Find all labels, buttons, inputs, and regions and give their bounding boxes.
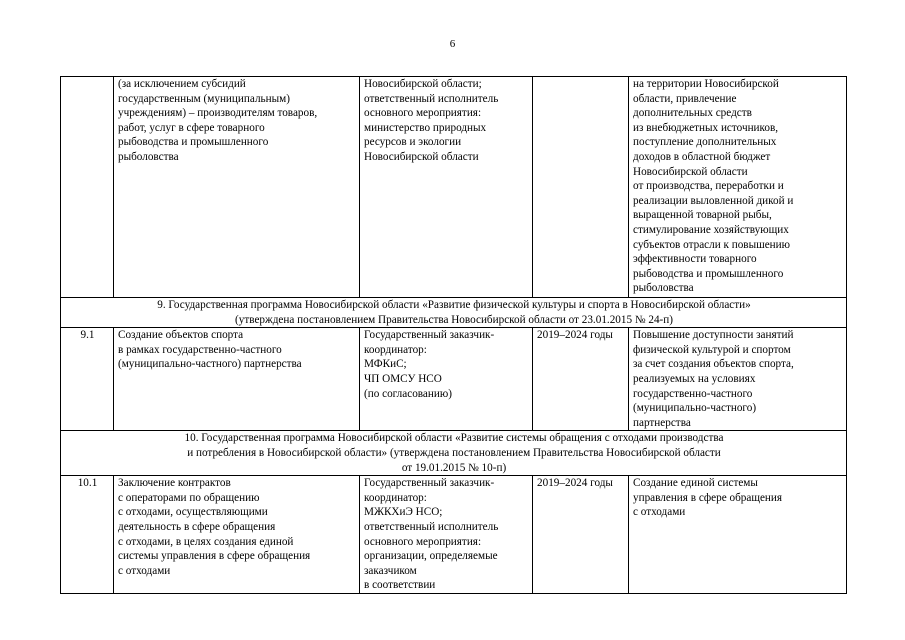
result-line: Повышение доступности занятий	[633, 329, 794, 342]
executor-line: (по согласованию)	[364, 387, 452, 400]
result-line: на территории Новосибирской	[633, 78, 779, 90]
executor-line: МЖКХиЭ НСО;	[364, 506, 443, 519]
result-line: выращенной товарной рыбы,	[633, 209, 772, 222]
result-line: дополнительных средств	[633, 107, 752, 120]
section-10-heading	[61, 431, 847, 476]
executor-line: координатор:	[364, 343, 427, 356]
measures-table	[60, 76, 847, 594]
executor-line: в соответствии	[364, 579, 436, 592]
measure-line: Заключение контрактов	[118, 477, 231, 490]
section-heading-line: 9. Государственная программа Новосибирской области «Развитие физической культуры и спорта в Новосибирской области»	[157, 299, 751, 311]
measure-line: (муниципально-частного) партнерства	[118, 358, 302, 371]
result-line: рыболовства	[633, 282, 694, 295]
table-row-continued	[61, 77, 847, 298]
executor-cell	[360, 476, 533, 594]
result-line: Новосибирской области	[633, 165, 748, 178]
executor-line: Государственный заказчик-	[364, 329, 495, 342]
result-cell	[629, 476, 847, 594]
measure-line: с отходами, осуществляющими	[118, 506, 268, 519]
result-cell	[629, 77, 847, 298]
executor-line: ответственный исполнитель	[364, 92, 499, 105]
section-heading-row	[61, 298, 847, 328]
row-number-cell: 10.1	[61, 476, 114, 594]
executor-cell	[360, 77, 533, 298]
executor-line: основного мероприятия:	[364, 535, 482, 548]
result-line: с отходами	[633, 506, 686, 519]
measure-line: учреждениям) – производителям товаров,	[118, 107, 318, 120]
result-line: области, привлечение	[633, 92, 737, 105]
executor-line: МФКиС;	[364, 358, 407, 371]
measure-line: с операторами по обращению	[118, 491, 260, 504]
executor-line: основного мероприятия:	[364, 107, 482, 120]
period-cell	[533, 77, 629, 298]
executor-line: ответственный исполнитель	[364, 520, 499, 533]
result-line: за счет создания объектов спорта,	[633, 358, 794, 371]
executor-line: ресурсов и экологии	[364, 136, 462, 149]
measure-line: с отходами	[118, 564, 171, 577]
executor-cell	[360, 328, 533, 431]
result-line: физической культурой и спортом	[633, 343, 791, 356]
executor-line: координатор:	[364, 491, 427, 504]
result-line: партнерства	[633, 416, 691, 429]
measure-cell	[114, 77, 360, 298]
result-line: (муниципально-частного)	[633, 402, 757, 415]
measure-line: деятельность в сфере обращения	[118, 520, 276, 533]
measure-cell	[114, 476, 360, 594]
table-row	[61, 476, 847, 594]
executor-line: организации, определяемые	[364, 550, 498, 563]
result-line: доходов в областной бюджет	[633, 150, 771, 163]
measure-line: рыболовства	[118, 150, 179, 163]
section-heading-line: от 19.01.2015 № 10-п)	[401, 461, 507, 474]
executor-line: заказчиком	[364, 564, 417, 577]
measure-line: с отходами, в целях создания единой	[118, 535, 294, 548]
row-number-cell: 9.1	[61, 328, 114, 431]
executor-line: Новосибирской области;	[364, 78, 482, 90]
executor-line: ЧП ОМСУ НСО	[364, 372, 442, 385]
executor-line: Государственный заказчик-	[364, 477, 495, 490]
row-number-cell	[61, 77, 114, 298]
measure-cell	[114, 328, 360, 431]
section-heading-line: и потребления в Новосибирской области» (утверждена постановлением Правительства Новосибирской области	[187, 446, 721, 459]
result-line: Создание единой системы	[633, 477, 758, 490]
result-line: эффективности товарного	[633, 253, 757, 266]
result-line: государственно-частного	[633, 387, 753, 400]
period-cell: 2019–2024 годы	[533, 476, 629, 594]
measure-line: (за исключением субсидий	[118, 78, 246, 90]
section-heading-line: (утверждена постановлением Правительства Новосибирской области от 23.01.2015 № 24-п)	[235, 313, 673, 326]
section-heading-line: 10. Государственная программа Новосибирской области «Развитие системы обращения с отходами производства	[184, 432, 724, 445]
measure-line: рыбоводства и промышленного	[118, 136, 269, 149]
executor-line: министерство природных	[364, 121, 487, 134]
section-heading-row	[61, 431, 847, 476]
result-line: из внебюджетных источников,	[633, 121, 779, 134]
measure-line: Создание объектов спорта	[118, 329, 244, 342]
section-9-heading	[61, 298, 847, 328]
measure-line: государственным (муниципальным)	[118, 92, 290, 105]
executor-line: Новосибирской области	[364, 150, 479, 163]
result-line: управления в сфере обращения	[633, 491, 783, 504]
page-number: 6	[449, 38, 456, 50]
result-line: от производства, переработки и	[633, 180, 784, 193]
result-line: реализуемых на условиях	[633, 372, 756, 385]
measure-line: системы управления в сфере обращения	[118, 550, 311, 563]
table-row	[61, 328, 847, 431]
result-line: реализации выловленной дикой и	[633, 194, 794, 207]
result-line: рыбоводства и промышленного	[633, 267, 784, 280]
result-line: стимулирование хозяйствующих	[633, 223, 789, 236]
result-line: субъектов отрасли к повышению	[633, 238, 791, 251]
result-line: поступление дополнительных	[633, 136, 777, 149]
measure-line: в рамках государственно-частного	[118, 343, 282, 356]
period-cell: 2019–2024 годы	[533, 328, 629, 431]
result-cell	[629, 328, 847, 431]
measure-line: работ, услуг в сфере товарного	[118, 121, 265, 134]
